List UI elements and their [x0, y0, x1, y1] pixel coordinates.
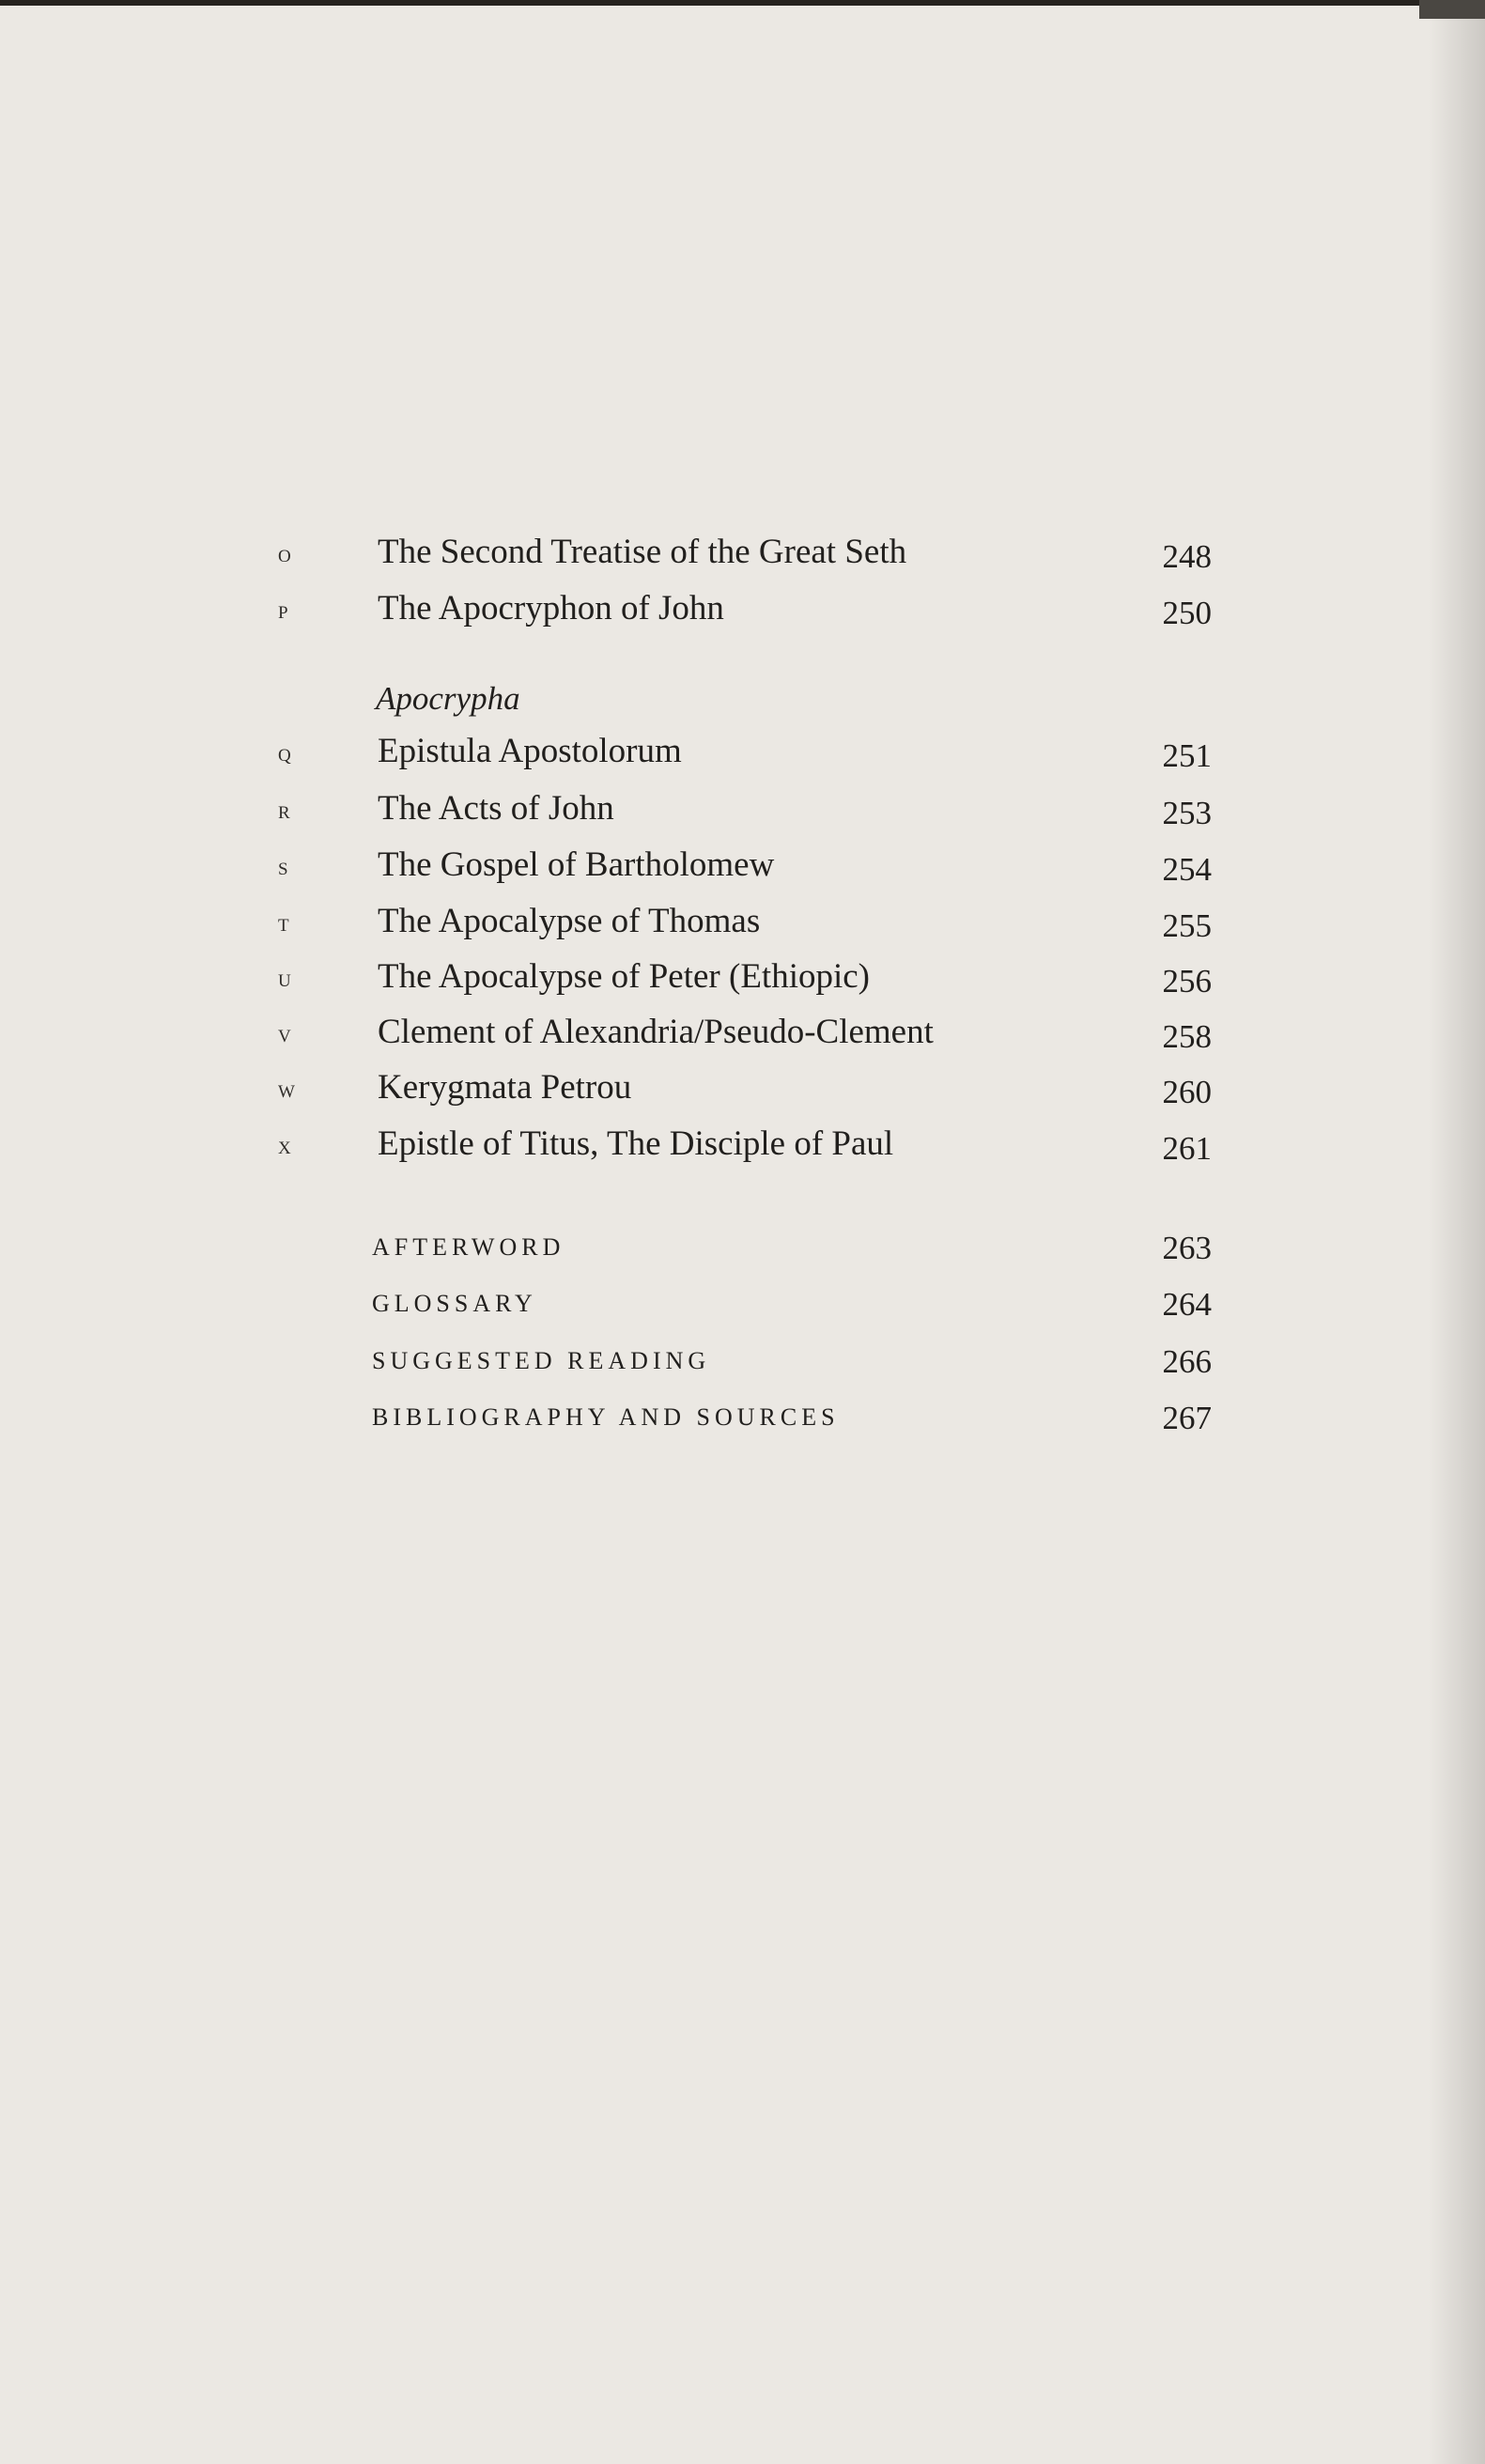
- entry-letter: P: [278, 603, 288, 623]
- toc-entry-afterword: [0, 1219, 1485, 1276]
- entry-title: BIBLIOGRAPHY AND SOURCES: [372, 1403, 840, 1431]
- entry-letter: U: [278, 971, 291, 991]
- entry-page-number: 255: [1162, 907, 1212, 944]
- toc-entry-bibliography: [0, 1389, 1485, 1446]
- entry-letter: R: [278, 803, 290, 823]
- toc-entry-suggested-reading: [0, 1333, 1485, 1389]
- toc-entry-p: [0, 584, 1485, 641]
- entry-page-number: 250: [1162, 595, 1212, 631]
- entry-page-number: 261: [1162, 1130, 1212, 1167]
- toc-entry-q: [0, 727, 1485, 783]
- toc-entry-t: [0, 897, 1485, 953]
- entry-page-number: 258: [1162, 1018, 1212, 1055]
- entry-letter: Q: [278, 746, 291, 766]
- entry-page-number: 260: [1162, 1074, 1212, 1110]
- toc-entry-u: [0, 953, 1485, 1009]
- entry-letter: T: [278, 916, 289, 936]
- entry-title: The Acts of John: [378, 789, 614, 828]
- entry-page-number: 263: [1162, 1230, 1212, 1266]
- toc-entry-s: [0, 841, 1485, 897]
- toc-entry-glossary: [0, 1276, 1485, 1332]
- toc-entry-w: [0, 1063, 1485, 1120]
- entry-title: The Apocalypse of Peter (Ethiopic): [378, 957, 870, 996]
- entry-title: The Apocalypse of Thomas: [378, 902, 761, 940]
- entry-title: Epistula Apostolorum: [378, 732, 682, 770]
- entry-title: The Gospel of Bartholomew: [378, 845, 775, 884]
- entry-page-number: 251: [1162, 737, 1212, 774]
- entry-title: Kerygmata Petrou: [378, 1068, 632, 1107]
- entry-title: The Second Treatise of the Great Seth: [378, 533, 907, 571]
- entry-letter: V: [278, 1027, 291, 1046]
- entry-page-number: 267: [1162, 1400, 1212, 1436]
- entry-title: Clement of Alexandria/Pseudo-Clement: [378, 1013, 934, 1051]
- section-heading-apocrypha: Apocrypha: [376, 680, 520, 717]
- entry-page-number: 254: [1162, 851, 1212, 888]
- entry-page-number: 264: [1162, 1286, 1212, 1323]
- entry-title: SUGGESTED READING: [372, 1347, 711, 1374]
- entry-page-number: 266: [1162, 1343, 1212, 1380]
- entry-title: The Apocryphon of John: [378, 589, 724, 628]
- entry-letter: S: [278, 860, 288, 879]
- toc-entry-o: [0, 528, 1485, 584]
- entry-letter: O: [278, 547, 291, 566]
- entry-page-number: 256: [1162, 963, 1212, 1000]
- toc-entry-v: [0, 1008, 1485, 1064]
- entry-title: Epistle of Titus, The Disciple of Paul: [378, 1124, 894, 1163]
- toc-entry-r: [0, 784, 1485, 841]
- entry-letter: W: [278, 1082, 295, 1102]
- entry-page-number: 248: [1162, 538, 1212, 575]
- entry-title: AFTERWORD: [372, 1233, 565, 1261]
- entry-page-number: 253: [1162, 795, 1212, 831]
- entry-title: GLOSSARY: [372, 1290, 537, 1317]
- toc-entry-x: [0, 1120, 1485, 1176]
- entry-letter: X: [278, 1139, 291, 1158]
